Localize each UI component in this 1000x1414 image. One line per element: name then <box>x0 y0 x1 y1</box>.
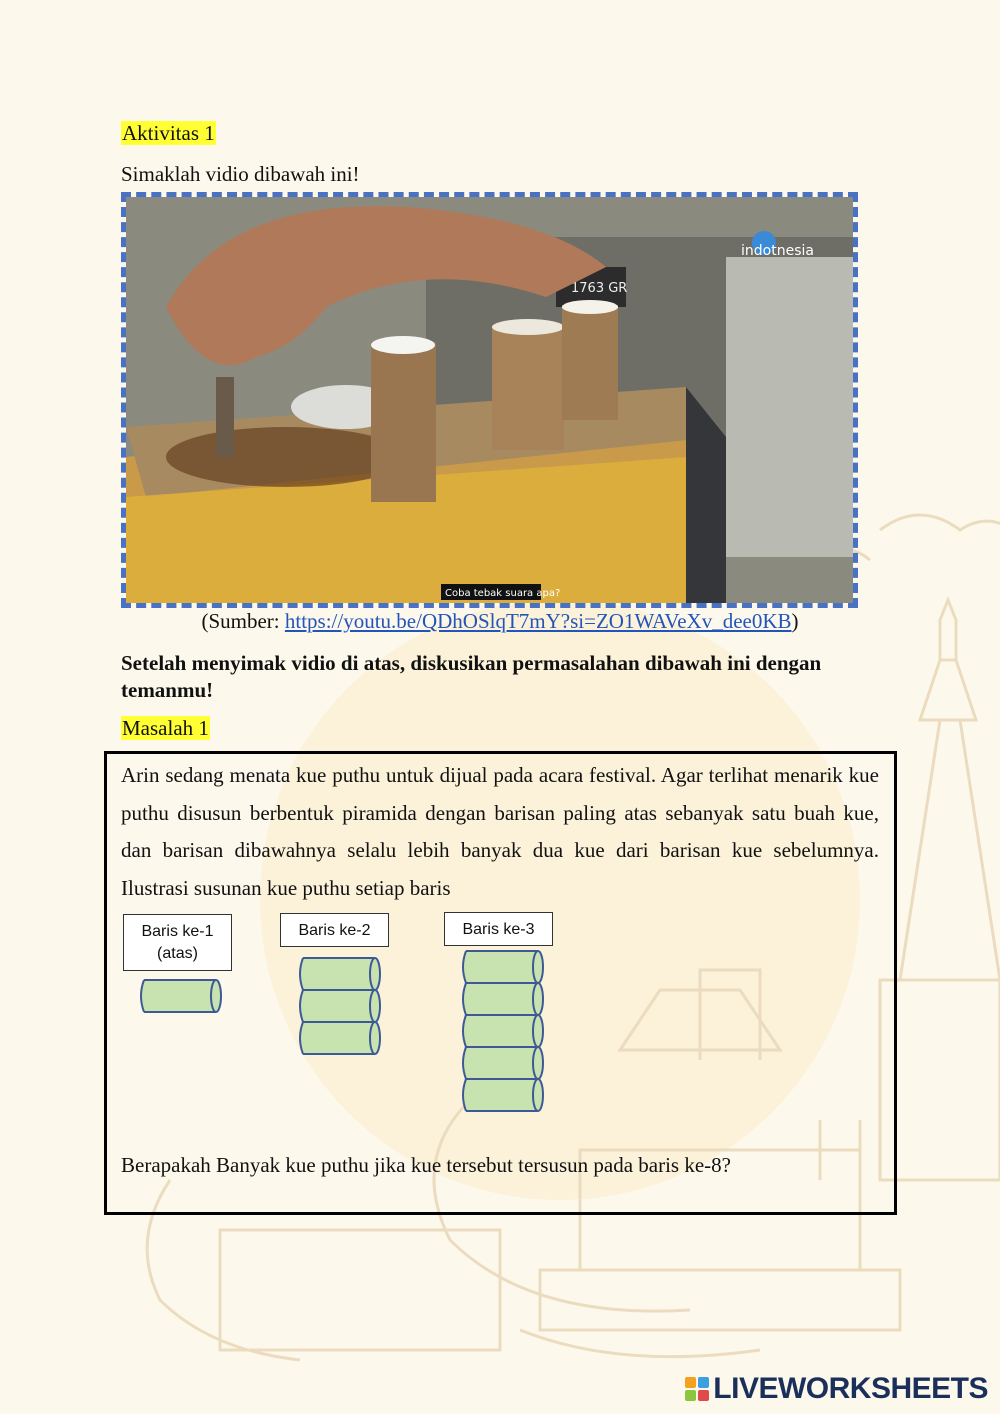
activity-title: Aktivitas 1 <box>122 121 215 145</box>
cake-row-3-item <box>463 983 543 1015</box>
caption-suffix: ) <box>791 609 799 633</box>
row-3-label: Baris ke-3 <box>444 912 553 946</box>
cake-row-3-item <box>463 1047 543 1079</box>
cake-row-1-item <box>141 980 221 1012</box>
liveworksheets-logo-icon <box>685 1377 709 1401</box>
liveworksheets-logo <box>685 1372 988 1406</box>
row-2-label: Baris ke-2 <box>280 913 389 947</box>
activity-instruction: Simaklah vidio dibawah ini! <box>121 162 360 186</box>
discussion-instruction: Setelah menyimak vidio di atas, diskusikan permasalahan dibawah ini dengan temanmu! <box>121 651 822 702</box>
cake-row-2-item <box>300 1022 380 1054</box>
video-subtitle: Coba tebak suara apa? <box>445 588 561 599</box>
cake-row-2-item <box>300 958 380 990</box>
cake-row-3-item <box>463 951 543 983</box>
cake-row-3-item <box>463 1079 543 1111</box>
row-1-label: Baris ke-1 (atas) <box>123 914 232 971</box>
source-link[interactable]: https://youtu.be/QDhOSlqT7mY?si=ZO1WAVeXv_dee0KB <box>284 609 792 633</box>
caption-prefix: (Sumber: <box>201 609 285 633</box>
brand-watermark: indotnesia <box>741 243 814 259</box>
problem-text: Arin sedang menata kue puthu untuk dijual pada acara festival. Agar terlihat menarik kue puthu disusun berbentuk piramida dengan barisan paling atas sebanyak satu buah kue, dan barisan dibawahnya selalu lebih banyak dua kue dari barisan kue sebelumnya. Ilustrasi susunan kue puthu setiap baris <box>121 763 879 900</box>
problem-question: Berapakah Banyak kue puthu jika kue tersebut tersusun pada baris ke-8? <box>121 1153 731 1177</box>
problem-title: Masalah 1 <box>122 716 209 740</box>
cake-row-2-item <box>300 990 380 1022</box>
cake-row-3-item <box>463 1015 543 1047</box>
plate-text: 1763 GR <box>571 281 628 296</box>
logo-text: LIVEWORKSHEETS <box>713 1372 988 1405</box>
